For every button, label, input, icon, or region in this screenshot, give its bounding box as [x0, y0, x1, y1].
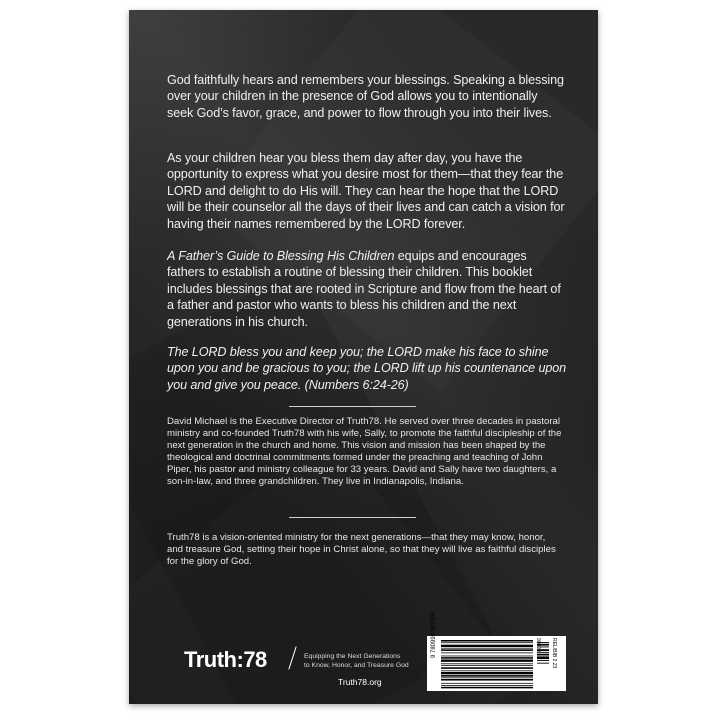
website-url: Truth78.org [338, 677, 382, 687]
barcode-bar [441, 679, 533, 681]
barcode-addon-bar [537, 656, 549, 659]
barcode-bar [441, 657, 533, 659]
barcode-bar [441, 672, 533, 674]
barcode-bar [441, 640, 533, 642]
intro-paragraph: God faithfully hears and remembers your blessings. Speaking a blessing over your children in the presence of God allows you to intentionally seek God’s favor, grace, and power to flow through you into their lives. [167, 73, 564, 120]
barcode-bar [441, 652, 533, 653]
author-bio: David Michael is the Executive Director of Truth78. He served over three decades in pastoral ministry and co-founded Truth78 with his wife, Sally, to promote the faithful discipleship of the next generation in the church and home. This vision and mission has been shaped by the theological and doctrinal commitments formed under the preaching and teaching of John Piper, his pastor and ministry colleague for 33 years. David and Sally have two daughters, a son-in-law, and three grandchildren. They live in Indianapolis, Indiana. [167, 416, 562, 487]
tagline-line-2: to Know, Honor, and Treasure God [304, 662, 409, 669]
barcode-bar [441, 648, 533, 649]
barcode-bar [441, 642, 533, 643]
divider-rule [289, 517, 416, 518]
barcode-bar [441, 667, 533, 669]
booklet-description-text: equips and encourages fathers to establish a routine of blessing their children. This booklet includes blessings that are rooted in Scripture and flow from the heart of a father and pastor who wants to bless his children and the next generations in his church. [167, 249, 561, 329]
price-addon: 90000 [535, 638, 541, 652]
book-back-cover [129, 10, 598, 704]
barcode-bar [441, 649, 533, 651]
barcode-bar [441, 645, 533, 647]
tagline-line-1: Equipping the Next Generations [304, 653, 401, 660]
barcode-bar [441, 675, 533, 677]
hope-paragraph: As your children hear you bless them day after day, you have the opportunity to express what you desire most for them—that they fear the LORD and delight to do His will. They can hear the hope that the LORD will be their counselor all the days of their lives and can catch a vision for having their names remembered by the LORD forever. [167, 151, 565, 231]
category-code: REL/BIB 2.23 [551, 638, 557, 669]
truth78-logo: Truth:78 [184, 647, 267, 672]
isbn-barcode [427, 611, 566, 691]
ministry-mission: Truth78 is a vision-oriented ministry for the next generations—that they may know, honor, and treasure God, setting their hope in Christ alone, so that they will live as faithful disciples for the glory of God. [167, 532, 556, 567]
barcode-bar [441, 683, 533, 684]
barcode-bar [441, 656, 533, 657]
barcode-bar [441, 663, 533, 664]
barcode-addon-bar [537, 652, 549, 653]
logo-tagline [304, 652, 424, 670]
scripture-quote: The LORD bless you and keep you; the LORD make his face to shine upon you and be gracious to you; the LORD lift up his countenance upon you and give you peace. (Numbers 6:24-26) [167, 345, 567, 392]
barcode-bar [441, 660, 533, 662]
divider-rule [289, 406, 416, 407]
barcode-bar [441, 670, 533, 671]
barcode-bars [427, 636, 566, 691]
barcode-bar [441, 685, 533, 686]
barcode-bar [441, 687, 533, 689]
barcode-addon-bar [537, 660, 549, 661]
barcode-addon-bar [537, 663, 549, 664]
isbn-number: 9 780998 987004 [431, 611, 437, 658]
booklet-description-paragraph [167, 248, 567, 330]
book-title: A Father’s Guide to Blessing His Children [167, 249, 395, 263]
barcode-addon-bar [537, 654, 549, 656]
barcode-bar [441, 677, 533, 678]
barcode-bar [441, 665, 533, 666]
